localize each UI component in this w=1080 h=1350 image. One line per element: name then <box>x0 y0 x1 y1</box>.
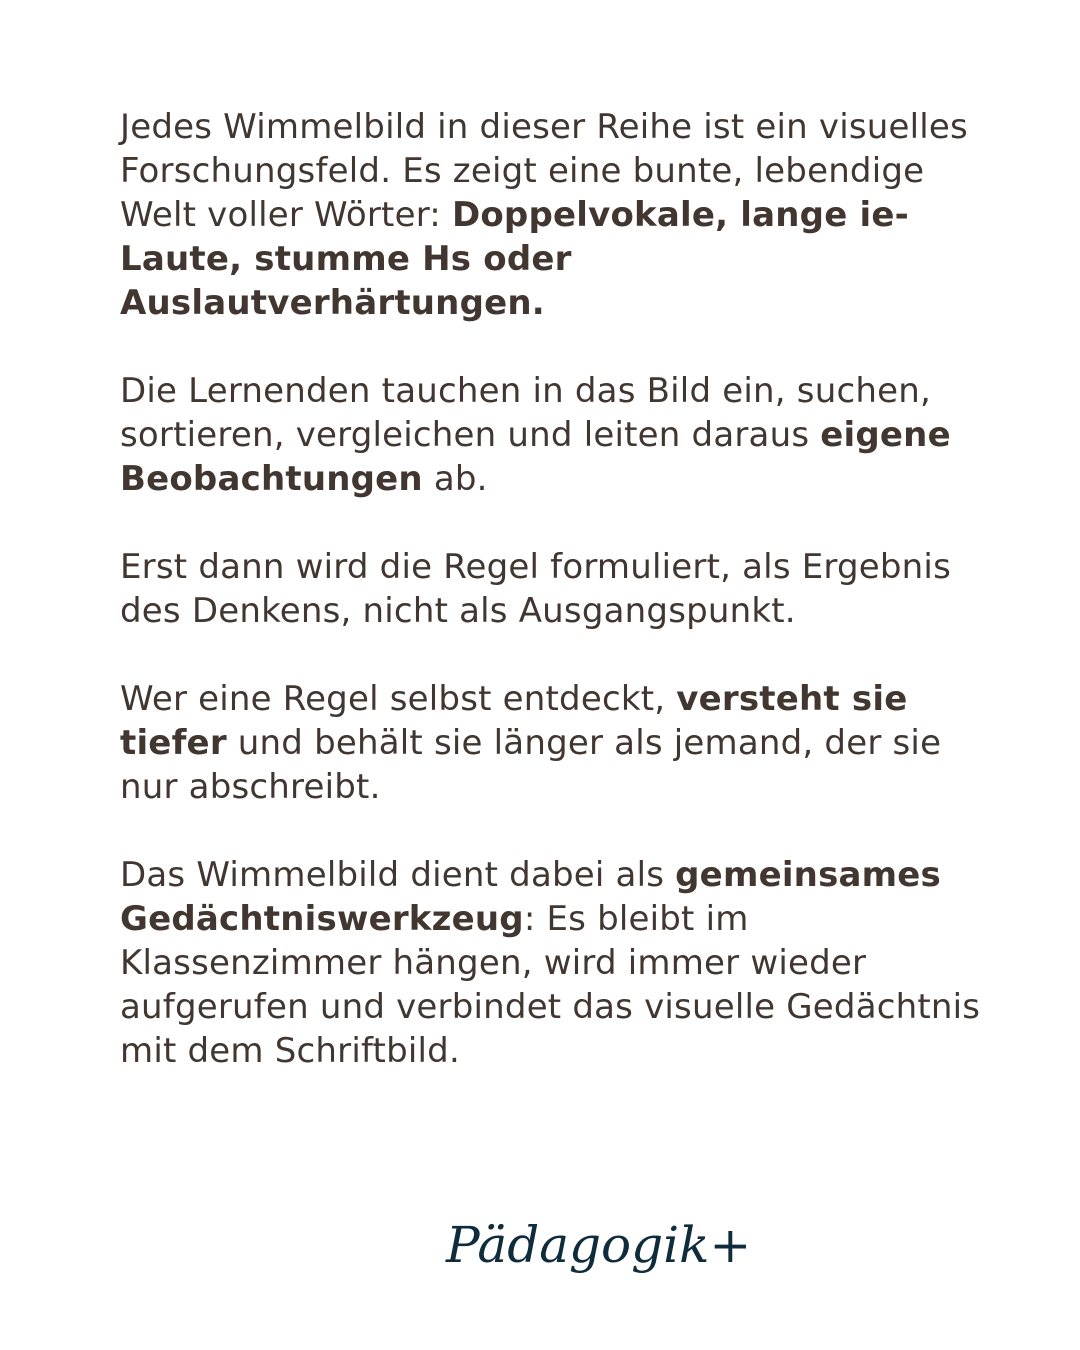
intro-text: Jedes Wimmelbild in dieser Reihe ist ein visuelles Forschungsfeld. Es zeigt eine bunte, lebendige Welt voller Wörter: <box>120 107 968 235</box>
memory-text: Das Wimmelbild dient dabei als <box>120 855 676 895</box>
intro-highlight: Doppelvokale, lange ie-Laute, stumme Hs oder Auslautverhärtungen. <box>120 195 909 323</box>
paragraph-intro <box>120 105 1000 325</box>
discovery-text: Wer eine Regel selbst entdeckt, <box>120 679 677 719</box>
memory-end: : Es bleibt im Klassenzimmer hängen, wird immer wieder aufgerufen und verbindet das visuelle Gedächtnis mit dem Schriftbild. <box>120 899 981 1071</box>
signature-logo <box>440 1200 752 1295</box>
paragraph-learners <box>120 369 1000 501</box>
discovery-end: und behält sie länger als jemand, der sie nur abschreibt. <box>120 723 942 807</box>
memory-highlight: gemeinsames Gedächtniswerkzeug <box>120 855 941 939</box>
signature-text: Pädagogik+ <box>446 1216 752 1274</box>
paragraph-rule <box>120 545 1000 633</box>
learners-highlight: eigene Beobachtungen <box>120 415 951 499</box>
paragraph-memory <box>120 853 1000 1073</box>
paragraph-discovery <box>120 677 1000 809</box>
body-text <box>120 105 1000 1073</box>
discovery-highlight: versteht sie tiefer <box>120 679 908 763</box>
learners-text: Die Lernenden tauchen in das Bild ein, suchen, sortieren, vergleichen und leiten daraus <box>120 371 931 455</box>
learners-end: ab. <box>422 459 488 499</box>
rule-text: Erst dann wird die Regel formuliert, als Ergebnis des Denkens, nicht als Ausgangspunkt. <box>120 547 951 631</box>
brand-signature <box>440 1200 752 1295</box>
